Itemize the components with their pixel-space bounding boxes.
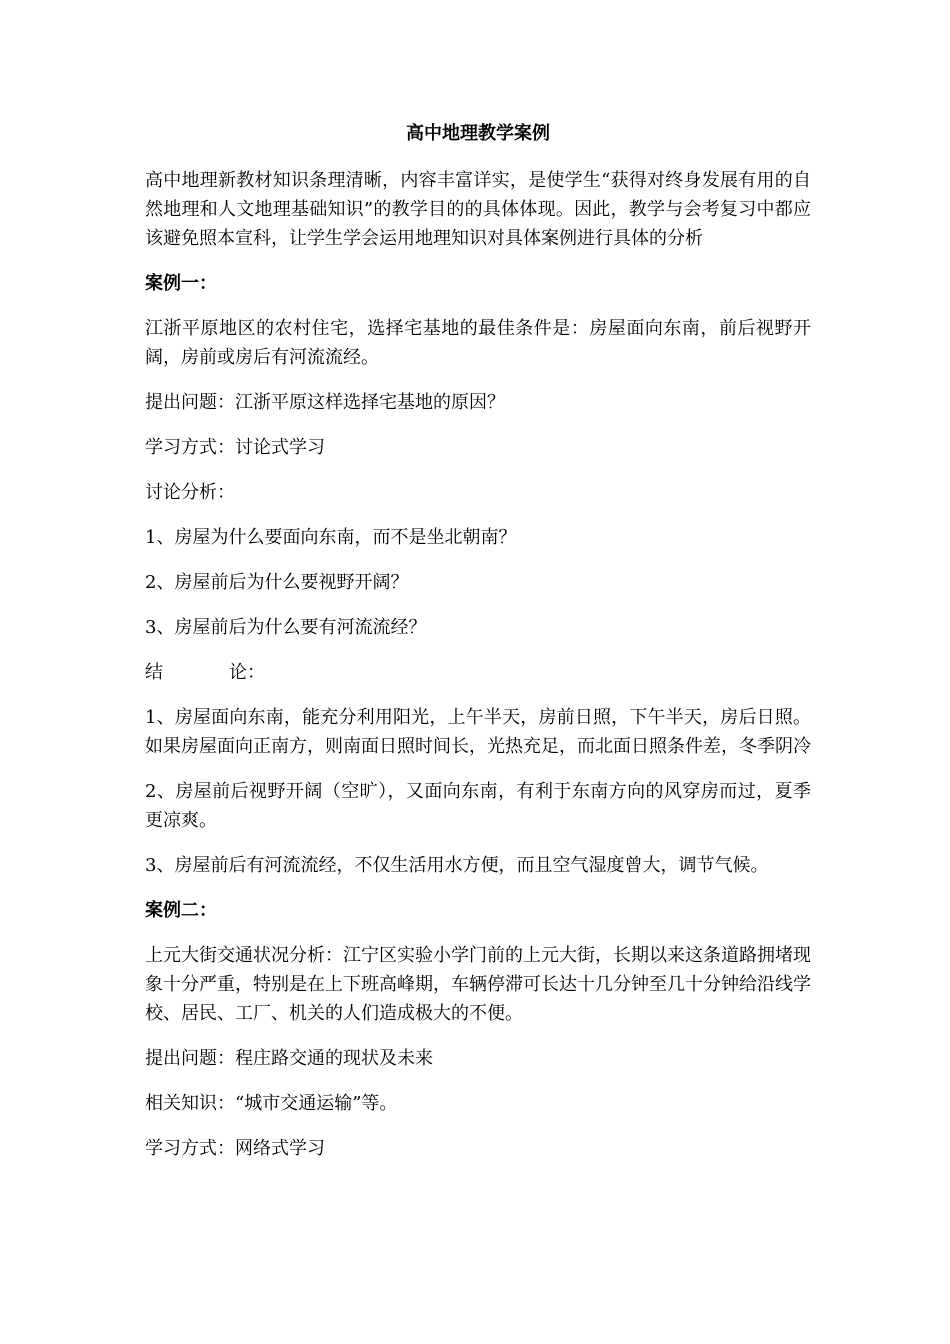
case1-method: 学习方式：讨论式学习 (145, 437, 325, 458)
case1-conclusion-item: 3、房屋前后有河流流经，不仅生活用水方便，而且空气湿度曾大，调节气候。 (145, 855, 769, 876)
document-page (145, 122, 811, 1163)
case1-conclusion-item: 2、房屋前后视野开阔（空旷），又面向东南，有利于东南方向的风穿房而过，夏季更凉爽。 (145, 781, 811, 831)
conclusion-label-part-b: 论： (229, 662, 265, 683)
case1-heading: 案例一： (145, 273, 217, 294)
case1-question-item: 1、房屋为什么要面向东南，而不是坐北朝南？ (145, 527, 517, 548)
intro-paragraph: 高中地理新教材知识条理清晰，内容丰富详实，是使学生“获得对终身发展有用的自然地理和人文地理基础知识”的教学目的的具体体现。因此，教学与会考复习中都应该避免照本宣科，让学生学会运用地理知识对具体案例进行具体的分析 (145, 170, 811, 249)
document-title: 高中地理教学案例 (406, 123, 550, 144)
case1-question-item: 2、房屋前后为什么要视野开阔？ (145, 572, 409, 593)
case1-description: 江浙平原地区的农村住宅，选择宅基地的最佳条件是：房屋面向东南，前后视野开阔，房前或房后有河流流经。 (145, 318, 811, 368)
case2-related: 相关知识：“城市交通运输”等。 (145, 1093, 398, 1114)
case1-conclusion-label (145, 658, 265, 687)
case2-method: 学习方式：网络式学习 (145, 1138, 325, 1159)
case2-question: 提出问题：程庄路交通的现状及未来 (145, 1048, 433, 1069)
case1-question-item: 3、房屋前后为什么要有河流流经？ (145, 617, 427, 638)
case1-conclusion-item: 1、房屋面向东南，能充分利用阳光，上午半天，房前日照，下午半天，房后日照。如果房屋面向正南方，则南面日照时间长，光热充足，而北面日照条件差，冬季阴冷 (145, 707, 811, 757)
case1-analysis-label: 讨论分析： (145, 482, 235, 503)
case1-question: 提出问题：江浙平原这样选择宅基地的原因？ (145, 392, 505, 413)
case2-description: 上元大街交通状况分析：江宁区实验小学门前的上元大街，长期以来这条道路拥堵现象十分严重，特别是在上下班高峰期，车辆停滞可长达十几分钟至几十分钟给沿线学校、居民、工厂、机关的人们造成极大的不便。 (145, 945, 811, 1024)
conclusion-label-part-a: 结 (145, 662, 163, 683)
case2-heading: 案例二： (145, 900, 217, 921)
